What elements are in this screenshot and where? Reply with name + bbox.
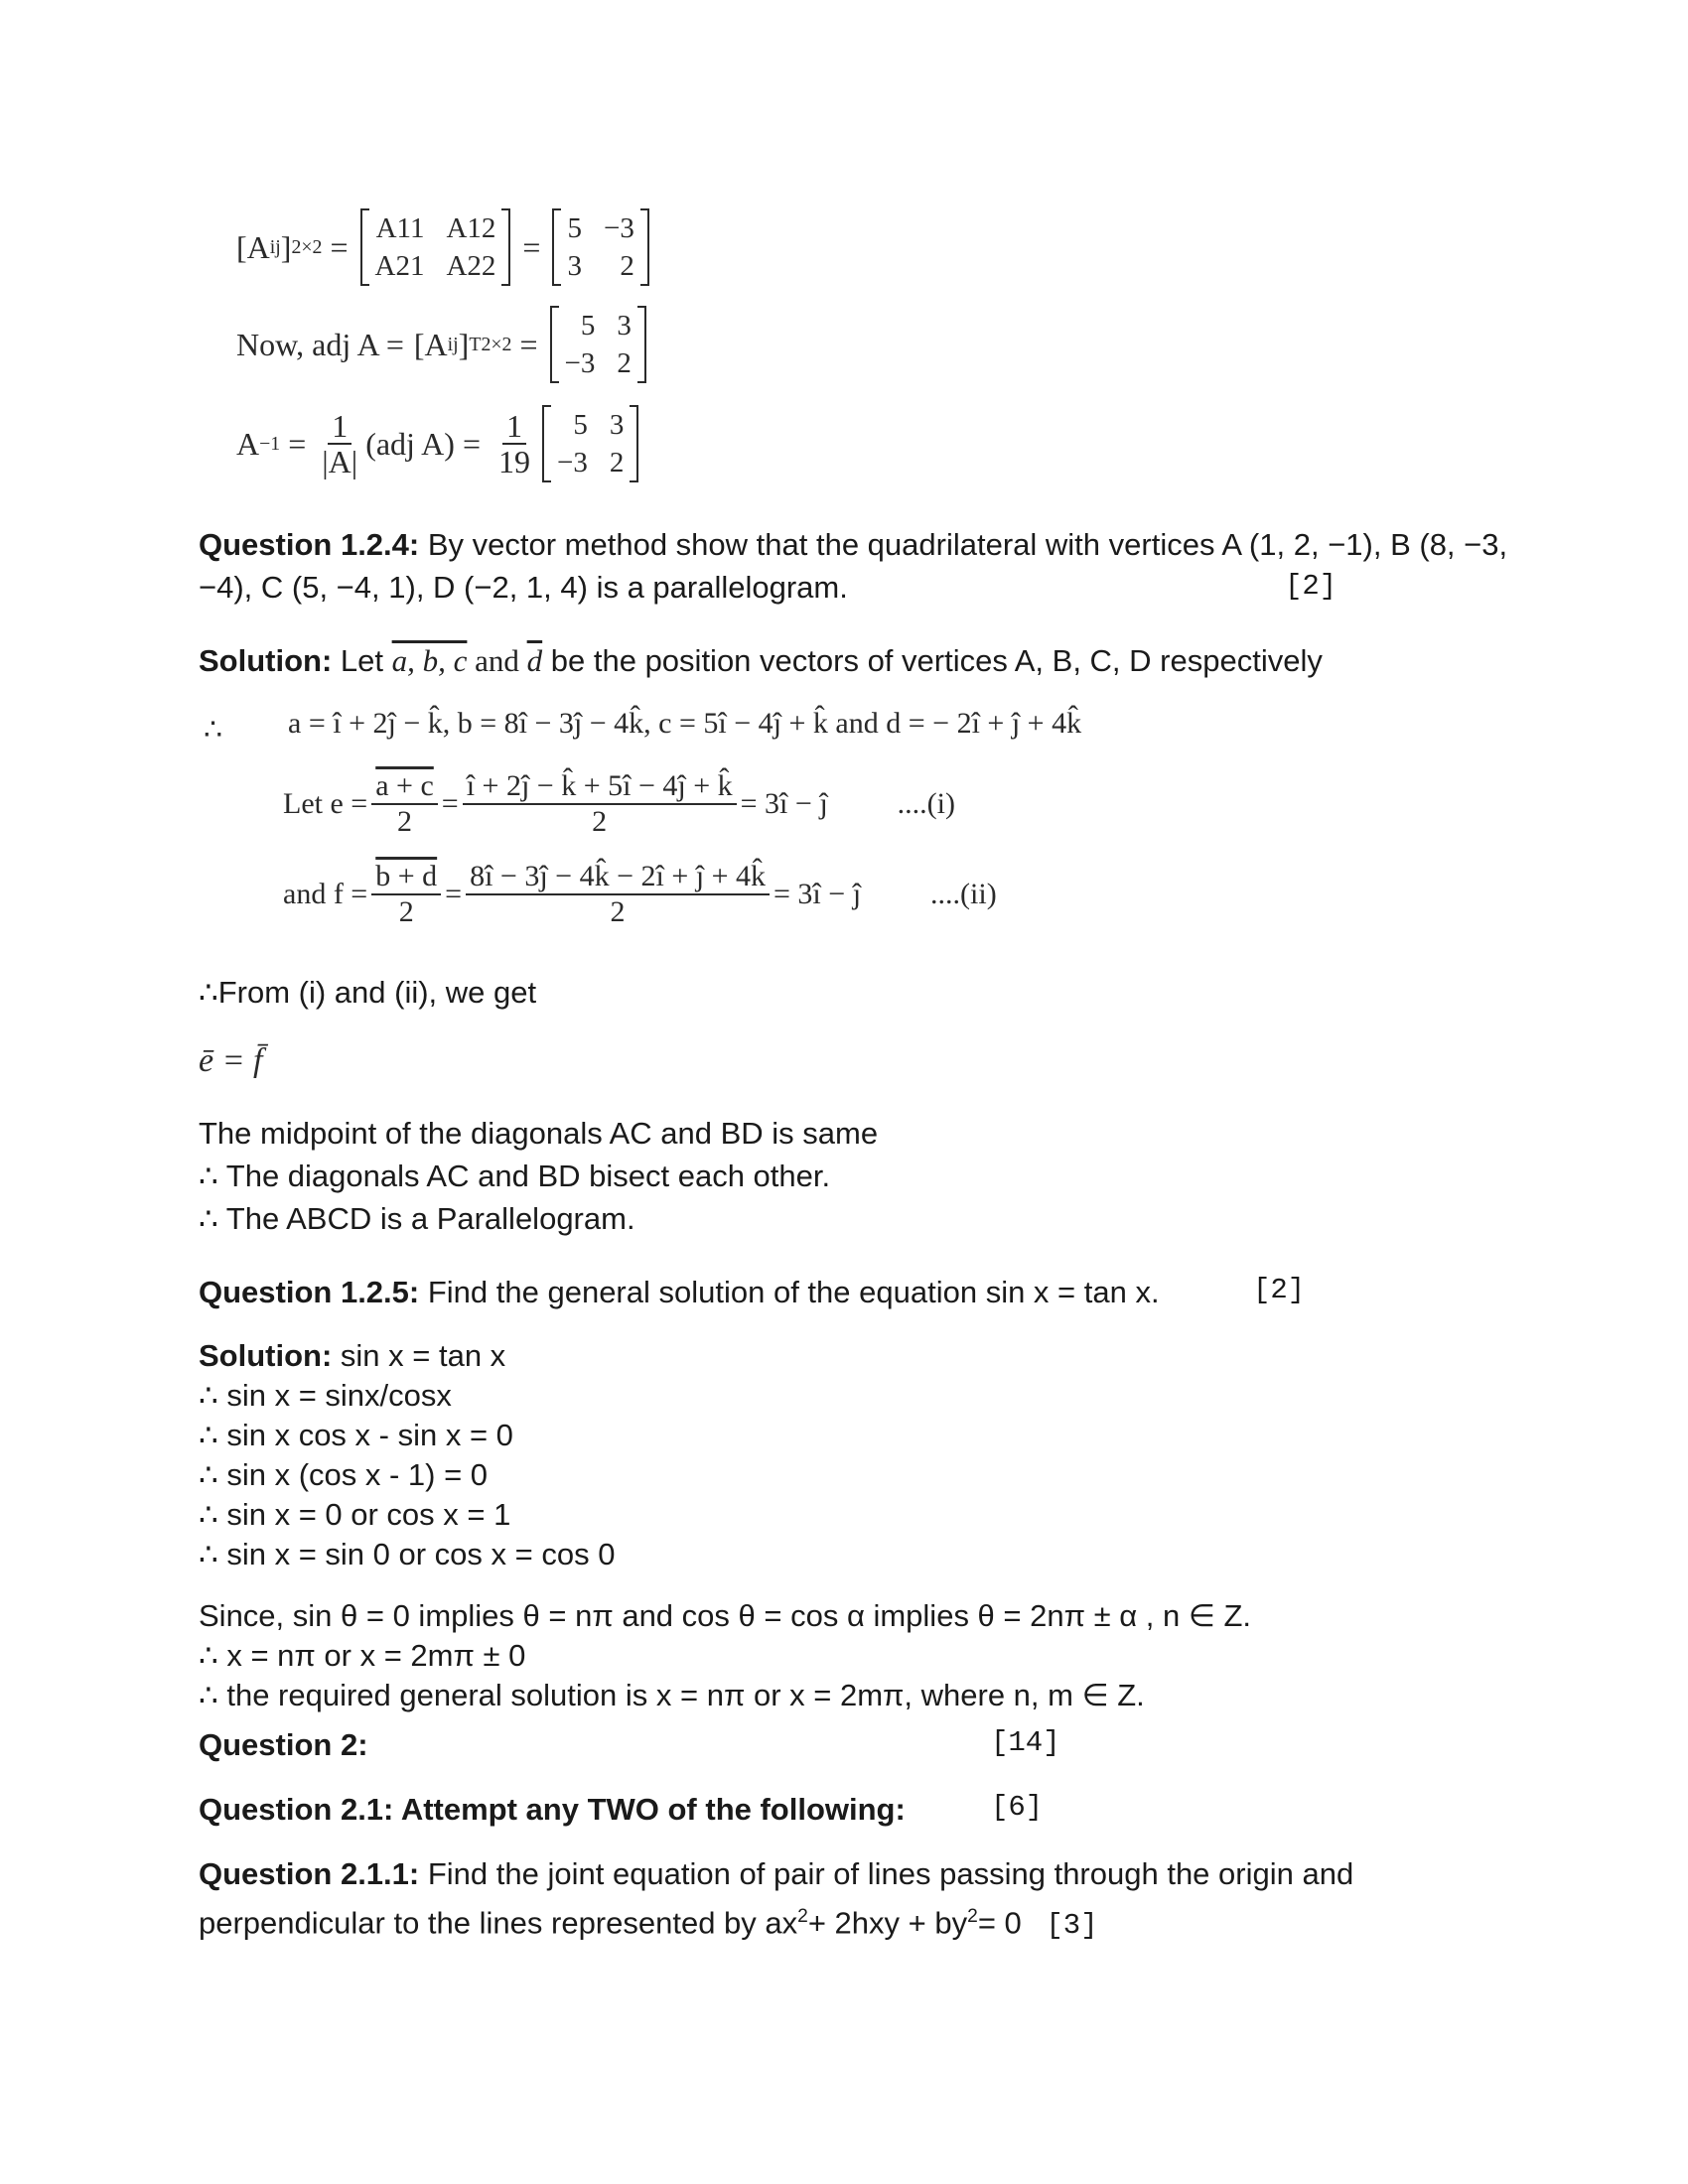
and-f-line: and f = $\frac{b + d}{2}$ = $\frac{8î - 3ĵ - 4k̂ - 2î + ĵ + 4k̂}{2}$ = 3î − ĵ ....(ii): [283, 860, 997, 928]
question-2: Question 2:: [199, 1727, 368, 1762]
e-equals-f: ē = f̄: [199, 1042, 263, 1079]
parallelogram-conclusion: The midpoint of the diagonals AC and BD is same ∴ The diagonals AC and BD bisect each other. ∴ The ABCD is a Parallelogram.: [199, 1116, 879, 1236]
from-i-and-ii: ∴From (i) and (ii), we get: [199, 975, 537, 1010]
question-1-2-5: Question 1.2.5: Find the general solution of the equation sin x = tan x.: [199, 1275, 1160, 1309]
cofactor-matrix-line: [A ij ] 2×2 = A11 A12 A21 A22 = 5 −3 3 2: [236, 208, 653, 286]
solution-1-2-4-intro: Solution: Let a, b, c and $\overline{d}$ be the position vectors of vertices A, B, C, D respectively: [199, 643, 1323, 678]
marks-q125: [2]: [1253, 1274, 1306, 1306]
position-vectors-line: a = î + 2ĵ − k̂, b = 8î − 3ĵ − 4k̂, c = 5î − 4ĵ + k̂ and d = − 2î + ĵ + 4k̂: [288, 707, 1082, 740]
therefore-symbol: ∴: [204, 714, 223, 747]
marks-q124: [2]: [1285, 570, 1337, 603]
marks-q21: [6]: [991, 1791, 1044, 1824]
general-solution-reasoning: Since, sin θ = 0 implies θ = nπ and cos θ = cos α implies θ = 2nπ ± α , n ∈ Z. ∴ x = nπ or x = 2mπ ± 0 ∴ the required general solution is x = nπ or x = 2mπ, where n, m ∈ Z.: [199, 1598, 1252, 1712]
let-e-line: Let e = $\frac{a + c}{2}$ = $\frac{î + 2ĵ - k̂ + 5î - 4ĵ + k̂}{2}$ = 3î − ĵ ....(i): [283, 769, 955, 838]
question-1-2-4: Question 1.2.4: By vector method show that the quadrilateral with vertices A (1, 2, −1), B (8, −3, −4), C (5, −4, 1), D (−2, 1, 4) is a parallelogram.: [199, 527, 1508, 605]
inverse-line: A −1 = $\frac{1}{|A|}$ (adj A) = $\frac{1}{19}$ 5 3 −3 2: [236, 405, 642, 482]
adjoint-line: Now, adj A = [ A ij ] T 2×2 = 5 3 −3 2: [236, 306, 650, 383]
solution-1-2-5: Solution: sin x = tan x ∴ sin x = sinx/cosx ∴ sin x cos x - sin x = 0 ∴ sin x (cos x - 1) = 0 ∴ sin x = 0 or cos x = 1 ∴ sin x = sin 0 or cos x = cos 0: [199, 1338, 616, 1571]
marks-q211: [3]: [1046, 1909, 1098, 1943]
one-over-nineteen: $\frac{1}{19}$: [497, 408, 530, 479]
inverse-fraction: $\frac{1}{|A|}$: [322, 408, 358, 479]
cofactor-symbol-matrix: A11 A12 A21 A22: [360, 208, 511, 286]
question-2-1: Question 2.1: Attempt any TWO of the following:: [199, 1792, 906, 1827]
question-2-1-1: Question 2.1.1: Find the joint equation of pair of lines passing through the origin and perpendicular to the lines represented by $ax^2+ 2hxy + by^2= 0$ [3]: [199, 1856, 1354, 1943]
inverse-matrix: 5 3 −3 2: [542, 405, 638, 482]
cofactor-value-matrix: 5 −3 3 2: [552, 208, 648, 286]
marks-q2: [14]: [991, 1726, 1060, 1759]
cofactor-lhs: [A: [236, 228, 270, 265]
adjoint-matrix: 5 3 −3 2: [550, 306, 646, 383]
